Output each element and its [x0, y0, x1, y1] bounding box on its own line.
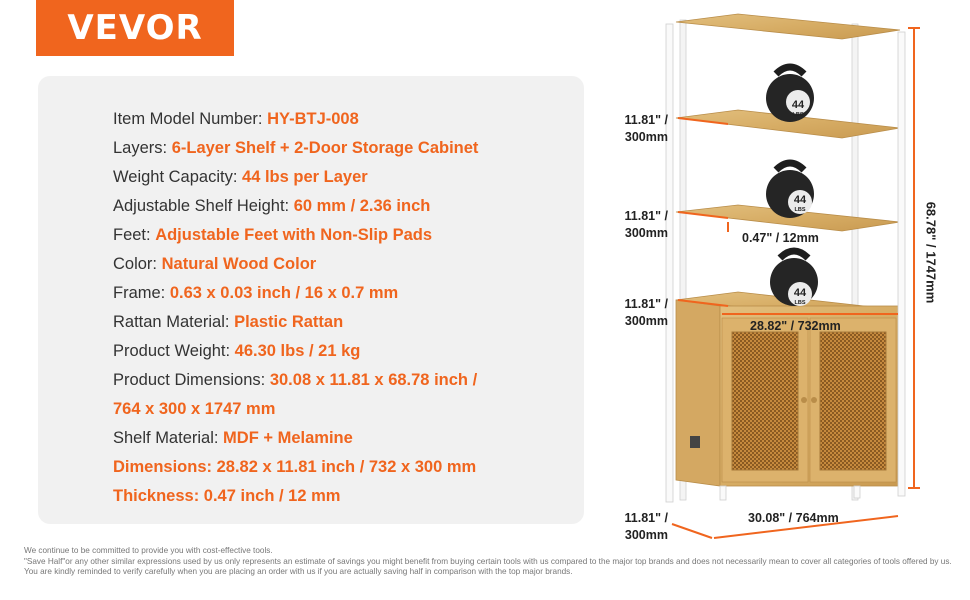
kettlebell-1-unit: LBS — [792, 112, 804, 118]
spec-shelf-dimensions: Dimensions: 28.82 x 11.81 inch / 732 x 300 mm — [113, 458, 477, 476]
kettlebell-1 — [766, 67, 814, 122]
spec-feet: Feet: Adjustable Feet with Non-Slip Pads — [113, 226, 433, 244]
spec-product-dimensions: Product Dimensions: 30.08 x 11.81 x 68.78 inch / — [113, 371, 478, 389]
foot-front-right — [854, 486, 860, 498]
shelf-gap-label-3: 11.81" / 300mm — [624, 297, 668, 328]
kettlebell-2 — [766, 163, 814, 218]
spec-thickness: Thickness: 0.47 inch / 12 mm — [113, 487, 341, 505]
disclaimer-line-3: You are kindly reminded to verify carefully when you are placing an order with us if you are actually saving half in comparison with the top major brands. — [24, 567, 573, 576]
height-label: 68.78" / 1747mm — [923, 201, 939, 304]
spec-shelf-material: Shelf Material: MDF + Melamine — [113, 429, 353, 447]
shelf-top — [676, 14, 900, 39]
rattan-panel-left — [732, 332, 798, 470]
front-left-post — [666, 24, 673, 502]
vevor-logo: VEVOR — [36, 0, 234, 56]
kettlebell-3-unit: LBS — [794, 300, 806, 306]
cabinet-side — [676, 300, 720, 486]
spec-color: Color: Natural Wood Color — [113, 255, 317, 273]
shelf-gap-label-2: 11.81" / 300mm — [624, 209, 668, 240]
spec-model: Item Model Number: HY-BTJ-008 — [113, 110, 359, 128]
disclaimer-line-2: "Save Half"or any other similar expressions used by us only represents an estimate of savings you might benefit from buying certain tools with us compared to the major top brands and does not necessarily mean to cover all categories of tools offered by us. — [24, 556, 952, 566]
disclaimer-line-1: We continue to be committed to provide you with cost-effective tools. — [24, 546, 273, 555]
kettlebell-3-number: 44 — [793, 287, 807, 299]
spec-weight-capacity: Weight Capacity: 44 lbs per Layer — [113, 168, 368, 186]
door-knob-left — [801, 397, 807, 403]
front-right-post — [898, 32, 905, 496]
spec-product-dimensions-mm: 764 x 300 x 1747 mm — [113, 400, 276, 418]
kettlebell-2-unit: LBS — [794, 207, 806, 213]
kettlebell-2-number: 44 — [793, 194, 807, 206]
shelf-gap-label-1: 11.81" / 300mm — [624, 113, 668, 144]
foot-front-left — [720, 486, 726, 500]
shelf-gap-label-4: 11.81" / 300mm — [624, 511, 668, 542]
spec-layers: Layers: 6-Layer Shelf + 2-Door Storage Cabinet — [113, 139, 479, 157]
cabinet-latch — [690, 436, 700, 448]
door-knob-right — [811, 397, 817, 403]
rattan-panel-right — [820, 332, 886, 470]
outer-width-label: 30.08" / 764mm — [748, 511, 839, 525]
shelf-thickness-label: 0.47" / 12mm — [742, 231, 819, 245]
spec-product-weight: Product Weight: 46.30 lbs / 21 kg — [113, 342, 361, 360]
spec-shelf-height: Adjustable Shelf Height: 60 mm / 2.36 inch — [113, 197, 431, 215]
spec-rattan: Rattan Material: Plastic Rattan — [113, 313, 344, 331]
kettlebell-1-number: 44 — [791, 99, 805, 111]
spec-frame: Frame: 0.63 x 0.03 inch / 16 x 0.7 mm — [113, 284, 399, 302]
base-depth-line — [672, 524, 712, 538]
inner-width-label: 28.82" / 732mm — [750, 319, 841, 333]
